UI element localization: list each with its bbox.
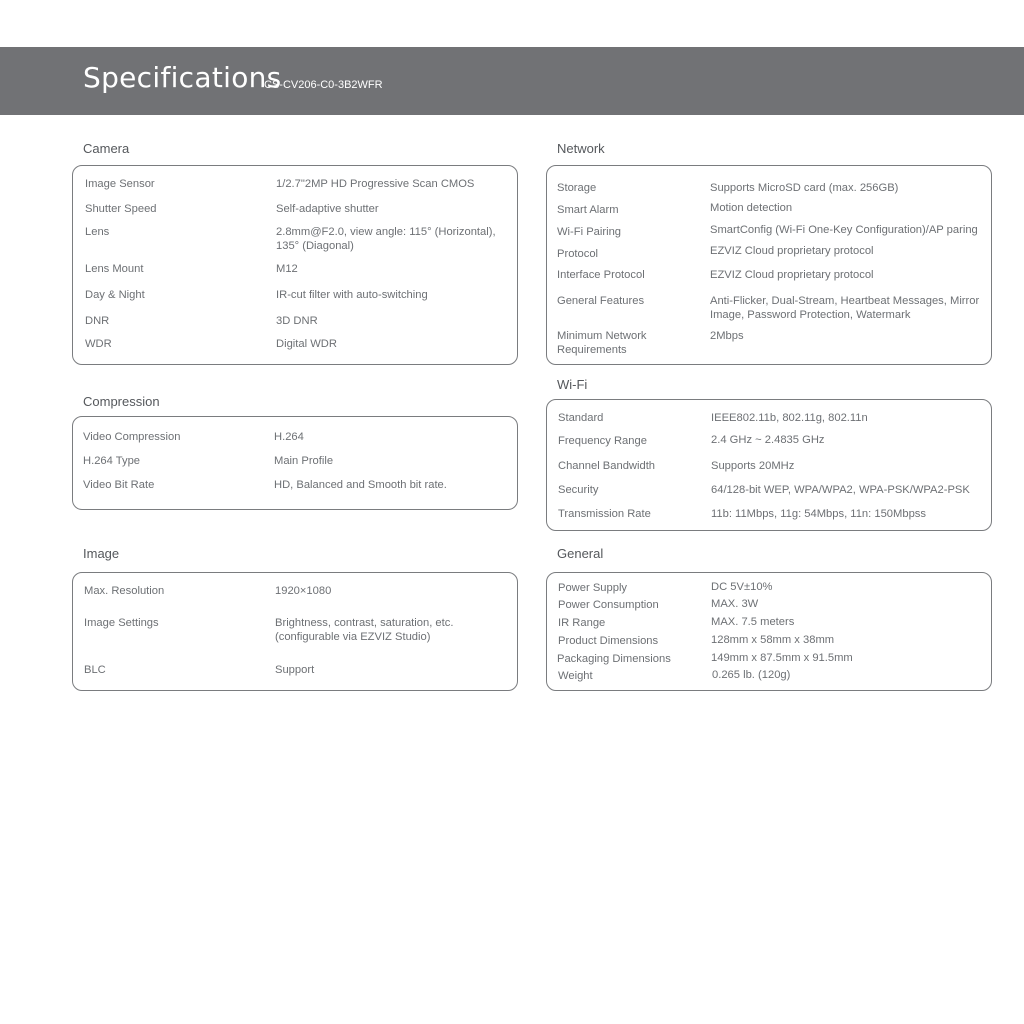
spec-value: 0.265 lb. (120g) (712, 669, 791, 681)
spec-label: Video Bit Rate (83, 479, 155, 491)
spec-value: 149mm x 87.5mm x 91.5mm (711, 652, 853, 664)
spec-label: Power Supply (558, 582, 628, 594)
spec-table-compression (72, 416, 518, 510)
spec-label: Minimum Network Requirements (557, 330, 647, 356)
spec-label: Wi-Fi Pairing (557, 226, 622, 238)
spec-label: Lens (85, 226, 110, 238)
spec-label: General Features (557, 295, 645, 307)
spec-value: Main Profile (274, 455, 334, 467)
spec-value: Supports 20MHz (711, 460, 795, 472)
spec-value: 128mm x 58mm x 38mm (711, 634, 835, 646)
spec-value: Motion detection (710, 202, 793, 214)
spec-value: 1/2.7"2MP HD Progressive Scan CMOS (276, 178, 475, 190)
spec-value: 2.8mm@F2.0, view angle: 115° (Horizontal), 135° (Diagonal) (276, 226, 496, 252)
spec-value: MAX. 7.5 meters (711, 616, 795, 628)
spec-label: DNR (85, 315, 110, 327)
spec-value: SmartConfig (Wi-Fi One-Key Configuration)/AP paring (710, 224, 978, 236)
spec-value: 1920×1080 (275, 585, 332, 597)
spec-value: Digital WDR (276, 338, 337, 350)
spec-table-general (546, 572, 992, 691)
spec-label: Max. Resolution (84, 585, 165, 597)
spec-label: Image Sensor (85, 178, 155, 190)
spec-label: Frequency Range (558, 435, 647, 447)
spec-value: MAX. 3W (711, 598, 759, 610)
spec-value: Anti-Flicker, Dual-Stream, Heartbeat Messages, Mirror Image, Password Protection, Watermark (710, 295, 980, 321)
spec-label: Lens Mount (85, 263, 144, 275)
spec-value: Self-adaptive shutter (276, 203, 379, 215)
section-title-wifi: Wi-Fi (557, 377, 588, 392)
spec-label: H.264 Type (83, 455, 141, 467)
section-title-general: General (557, 546, 604, 561)
spec-value: 11b: 11Mbps, 11g: 54Mbps, 11n: 150Mbpss (711, 508, 926, 520)
spec-value: DC 5V±10% (711, 581, 773, 593)
spec-label: Day & Night (85, 289, 145, 301)
spec-value: M12 (276, 263, 298, 275)
spec-value: 3D DNR (276, 315, 318, 327)
spec-label: Weight (558, 670, 593, 682)
spec-value: Support (275, 664, 315, 676)
header-banner (0, 47, 1024, 115)
spec-label: WDR (85, 338, 112, 350)
spec-value: EZVIZ Cloud proprietary protocol (710, 245, 874, 257)
spec-label: Security (558, 484, 599, 496)
spec-value: IR-cut filter with auto-switching (276, 289, 428, 301)
spec-label: Smart Alarm (557, 204, 619, 216)
spec-value: Brightness, contrast, saturation, etc. (configurable via EZVIZ Studio) (275, 617, 454, 643)
spec-table-wifi (546, 399, 992, 531)
spec-label: Video Compression (83, 431, 181, 443)
section-title-compression: Compression (83, 394, 160, 409)
spec-label: Product Dimensions (558, 635, 659, 647)
spec-label: Protocol (557, 248, 599, 260)
spec-value: 2.4 GHz ~ 2.4835 GHz (711, 434, 825, 446)
section-title-image: Image (83, 546, 120, 561)
spec-value: H.264 (274, 431, 304, 443)
page-title: Specifications (83, 61, 282, 94)
spec-table-camera (72, 165, 518, 365)
section-title-camera: Camera (83, 141, 130, 156)
spec-table-network (546, 165, 992, 365)
spec-table-image (72, 572, 518, 691)
spec-label: Shutter Speed (85, 203, 157, 215)
spec-value: IEEE802.11b, 802.11g, 802.11n (711, 412, 868, 424)
model-number: CS-CV206-C0-3B2WFR (264, 79, 383, 91)
spec-label: Standard (558, 412, 604, 424)
spec-label: Image Settings (84, 617, 159, 629)
spec-label: BLC (84, 664, 106, 676)
spec-label: Interface Protocol (557, 269, 645, 281)
spec-value: Supports MicroSD card (max. 256GB) (710, 182, 899, 194)
spec-label: Storage (557, 182, 597, 194)
spec-value: HD, Balanced and Smooth bit rate. (274, 479, 447, 491)
spec-label: Power Consumption (558, 599, 659, 611)
spec-label: Channel Bandwidth (558, 460, 656, 472)
spec-label: IR Range (558, 617, 606, 629)
spec-value: 2Mbps (710, 330, 744, 342)
spec-value: EZVIZ Cloud proprietary protocol (710, 269, 874, 281)
section-title-network: Network (557, 141, 605, 156)
spec-value: 64/128-bit WEP, WPA/WPA2, WPA-PSK/WPA2-PSK (711, 484, 970, 496)
spec-label: Transmission Rate (558, 508, 651, 520)
spec-label: Packaging Dimensions (557, 653, 671, 665)
